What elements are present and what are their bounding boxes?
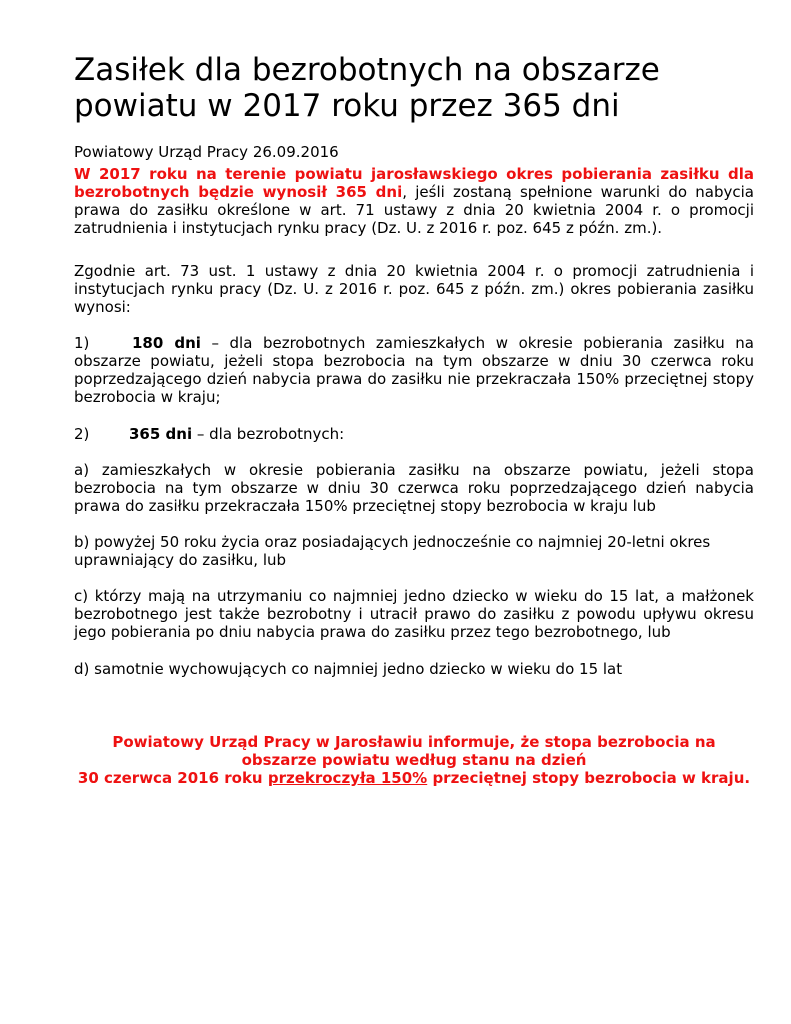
list-item-2-text: – dla bezrobotnych: xyxy=(192,425,345,443)
sub-item-a: a) zamieszkałych w okresie pobierania zasiłku na obszarze powiatu, jeżeli stopa bezrobocia na tym obszarze w dniu 30 czerwca roku poprzedzającego dzień nabycia prawa do zasiłku przekraczała 150% przeciętnej stopy bezrobocia w kraju lub xyxy=(74,461,754,515)
sub-item-b: b) powyżej 50 roku życia oraz posiadających jednocześnie co najmniej 20-letni okres uprawniający do zasiłku, lub xyxy=(74,533,711,569)
sub-item-c: c) którzy mają na utrzymaniu co najmniej jedno dziecko w wieku do 15 lat, a małżonek bezrobotnego jest także bezrobotny i utracił prawo do zasiłku z powodu upływu okresu jego pobierania po dniu nabycia prawa do zasiłku przez tego bezrobotnego, lub xyxy=(74,587,754,641)
notice-underlined: przekroczyła 150% xyxy=(267,769,428,787)
notice-line-2-end: przeciętnej stopy bezrobocia w kraju. xyxy=(427,769,751,787)
list-item-1-duration: 180 dni xyxy=(132,334,201,352)
list-item-1 xyxy=(74,334,754,406)
page-title: Zasiłek dla bezrobotnych na obszarze powiatu w 2017 roku przez 365 dni xyxy=(74,52,660,124)
legal-basis-paragraph: Zgodnie art. 73 ust. 1 ustawy z dnia 20 kwietnia 2004 r. o promocji zatrudnienia i instytucjach rynku pracy (Dz. U. z 2016 r. poz. 645 z późn. zm.) okres pobierania zasiłku wynosi: xyxy=(74,262,754,316)
list-item-1-number: 1) xyxy=(74,334,90,352)
source-date-line: Powiatowy Urząd Pracy 26.09.2016 xyxy=(74,143,339,161)
list-item-2-duration: 365 dni xyxy=(129,425,193,443)
sub-item-d: d) samotnie wychowujących co najmniej jedno dziecko w wieku do 15 lat xyxy=(74,660,623,678)
list-item-2 xyxy=(74,425,754,443)
intro-highlight: W 2017 roku na terenie powiatu jarosławskiego okres pobierania zasiłku dla bezrobotnych będzie wynosił 365 dni xyxy=(74,165,754,201)
notice-line-2-start: 30 czerwca 2016 roku xyxy=(77,769,268,787)
intro-rest: , jeśli zostaną spełnione warunki do nabycia prawa do zasiłku określone w art. 71 ustawy z dnia 20 kwietnia 2004 r. o promocji zatrudnienia i instytucjach rynku pracy (Dz. U. z 2016 r. poz. 645 z późn. zm.). xyxy=(74,183,755,237)
notice-footer xyxy=(74,733,754,787)
notice-line-1: Powiatowy Urząd Pracy w Jarosławiu informuje, że stopa bezrobocia na obszarze powiatu według stanu na dzień xyxy=(112,733,716,769)
intro-paragraph xyxy=(74,165,754,237)
list-item-2-number: 2) xyxy=(74,425,90,443)
list-item-1-text: – dla bezrobotnych zamieszkałych w okresie pobierania zasiłku na obszarze powiatu, jeżeli stopa bezrobocia na tym obszarze w dniu 30 czerwca roku poprzedzającego dzień nabycia prawa do zasiłku nie przekraczała 150% przeciętnej stopy bezrobocia w kraju; xyxy=(74,334,754,406)
